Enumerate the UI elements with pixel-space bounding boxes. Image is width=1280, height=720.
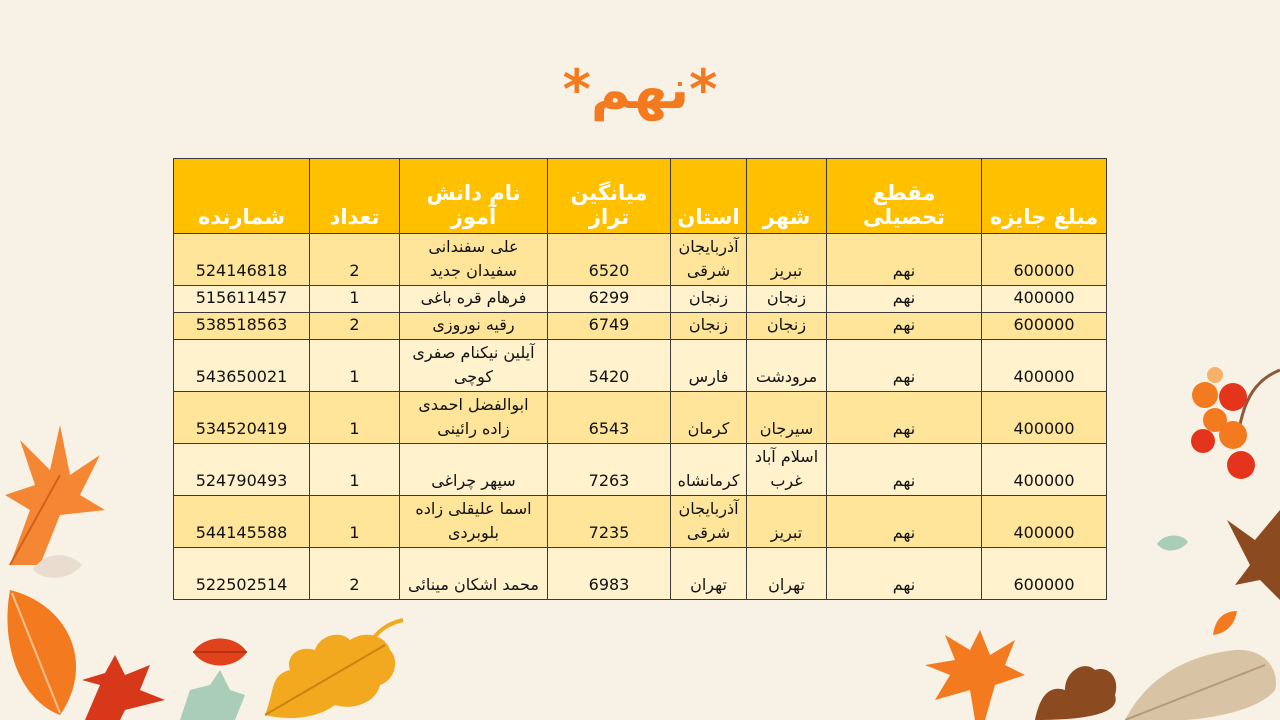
- small-leaf-teal-icon: [1155, 532, 1190, 554]
- cell-score: 6983: [548, 548, 671, 600]
- cell-city: زنجان: [747, 286, 827, 313]
- cell-grade: نهم: [827, 444, 982, 496]
- cell-prize: 400000: [982, 286, 1107, 313]
- cell-city: تبریز: [747, 496, 827, 548]
- cell-province: آذربایجان شرقی: [671, 234, 747, 286]
- cell-score: 7263: [548, 444, 671, 496]
- cell-score: 6520: [548, 234, 671, 286]
- table-row: [174, 286, 1107, 313]
- red-leaf-icon: [190, 632, 250, 672]
- cell-province: زنجان: [671, 313, 747, 340]
- cell-province: تهران: [671, 548, 747, 600]
- cell-counter: 524146818: [174, 234, 310, 286]
- cell-province: فارس: [671, 340, 747, 392]
- cell-score: 6543: [548, 392, 671, 444]
- cell-city: سیرجان: [747, 392, 827, 444]
- header-prize: مبلغ جایزه: [982, 159, 1107, 234]
- stem-icon: [365, 618, 405, 648]
- cell-city: تبریز: [747, 234, 827, 286]
- cell-grade: نهم: [827, 548, 982, 600]
- header-counter: شمارنده: [174, 159, 310, 234]
- cell-score: 7235: [548, 496, 671, 548]
- maple-leaf-red-icon: [80, 655, 165, 720]
- cell-grade: نهم: [827, 496, 982, 548]
- cell-province: آذربایجان شرقی: [671, 496, 747, 548]
- cell-student: رقیه نوروزی: [400, 313, 548, 340]
- tiny-leaf-icon: [1210, 608, 1240, 638]
- cell-counter: 524790493: [174, 444, 310, 496]
- cell-grade: نهم: [827, 234, 982, 286]
- cell-prize: 400000: [982, 496, 1107, 548]
- cell-student: علی سفندانی سفیدان جدید: [400, 234, 548, 286]
- cell-student: محمد اشکان مینائی: [400, 548, 548, 600]
- cell-count: 1: [310, 444, 400, 496]
- cell-counter: 534520419: [174, 392, 310, 444]
- cell-province: کرمانشاه: [671, 444, 747, 496]
- cell-counter: 522502514: [174, 548, 310, 600]
- cell-city: اسلام آباد غرب: [747, 444, 827, 496]
- table-row: [174, 496, 1107, 548]
- cell-count: 2: [310, 234, 400, 286]
- cell-city: مرودشت: [747, 340, 827, 392]
- brown-oak-leaf-icon: [1030, 655, 1120, 720]
- berries-icon: [1185, 355, 1280, 485]
- cell-province: زنجان: [671, 286, 747, 313]
- cell-prize: 600000: [982, 548, 1107, 600]
- cell-prize: 600000: [982, 234, 1107, 286]
- cell-score: 6299: [548, 286, 671, 313]
- header-grade: مقطع تحصیلی: [827, 159, 982, 234]
- brown-leaf-icon: [1225, 510, 1280, 600]
- cell-count: 2: [310, 548, 400, 600]
- cell-count: 1: [310, 392, 400, 444]
- header-city: شهر: [747, 159, 827, 234]
- beige-leaf-icon: [1125, 640, 1280, 720]
- table-row: [174, 234, 1107, 286]
- cell-grade: نهم: [827, 392, 982, 444]
- cell-counter: 543650021: [174, 340, 310, 392]
- table-row: [174, 392, 1107, 444]
- green-leaf-icon: [175, 670, 245, 720]
- cell-student: فرهام قره باغی: [400, 286, 548, 313]
- cell-grade: نهم: [827, 313, 982, 340]
- header-count: تعداد: [310, 159, 400, 234]
- cell-grade: نهم: [827, 340, 982, 392]
- cell-count: 2: [310, 313, 400, 340]
- table-row: [174, 548, 1107, 600]
- cell-prize: 400000: [982, 340, 1107, 392]
- header-score: میانگین تراز: [548, 159, 671, 234]
- cell-score: 5420: [548, 340, 671, 392]
- cell-counter: 538518563: [174, 313, 310, 340]
- cell-student: اسما علیقلی زاده بلوبردی: [400, 496, 548, 548]
- small-leaf-icon: [30, 550, 85, 585]
- cell-student: ابوالفضل احمدی زاده رائینی: [400, 392, 548, 444]
- table-header-row: [174, 159, 1107, 234]
- cell-student: سپهر چراغی: [400, 444, 548, 496]
- cell-counter: 515611457: [174, 286, 310, 313]
- cell-city: زنجان: [747, 313, 827, 340]
- cell-province: کرمان: [671, 392, 747, 444]
- table-row: [174, 313, 1107, 340]
- cell-count: 1: [310, 496, 400, 548]
- results-table: [173, 158, 1107, 600]
- cell-prize: 400000: [982, 392, 1107, 444]
- cell-score: 6749: [548, 313, 671, 340]
- cell-grade: نهم: [827, 286, 982, 313]
- header-province: استان: [671, 159, 747, 234]
- cell-prize: 600000: [982, 313, 1107, 340]
- page-title: *نهم*: [562, 58, 718, 121]
- cell-count: 1: [310, 340, 400, 392]
- orange-maple-leaf-icon: [925, 630, 1025, 720]
- table-row: [174, 340, 1107, 392]
- header-student: نام دانش آموز: [400, 159, 548, 234]
- cell-student: آیلین نیکنام صفری کوچی: [400, 340, 548, 392]
- cell-city: تهران: [747, 548, 827, 600]
- cell-counter: 544145588: [174, 496, 310, 548]
- cell-count: 1: [310, 286, 400, 313]
- cell-prize: 400000: [982, 444, 1107, 496]
- table-row: [174, 444, 1107, 496]
